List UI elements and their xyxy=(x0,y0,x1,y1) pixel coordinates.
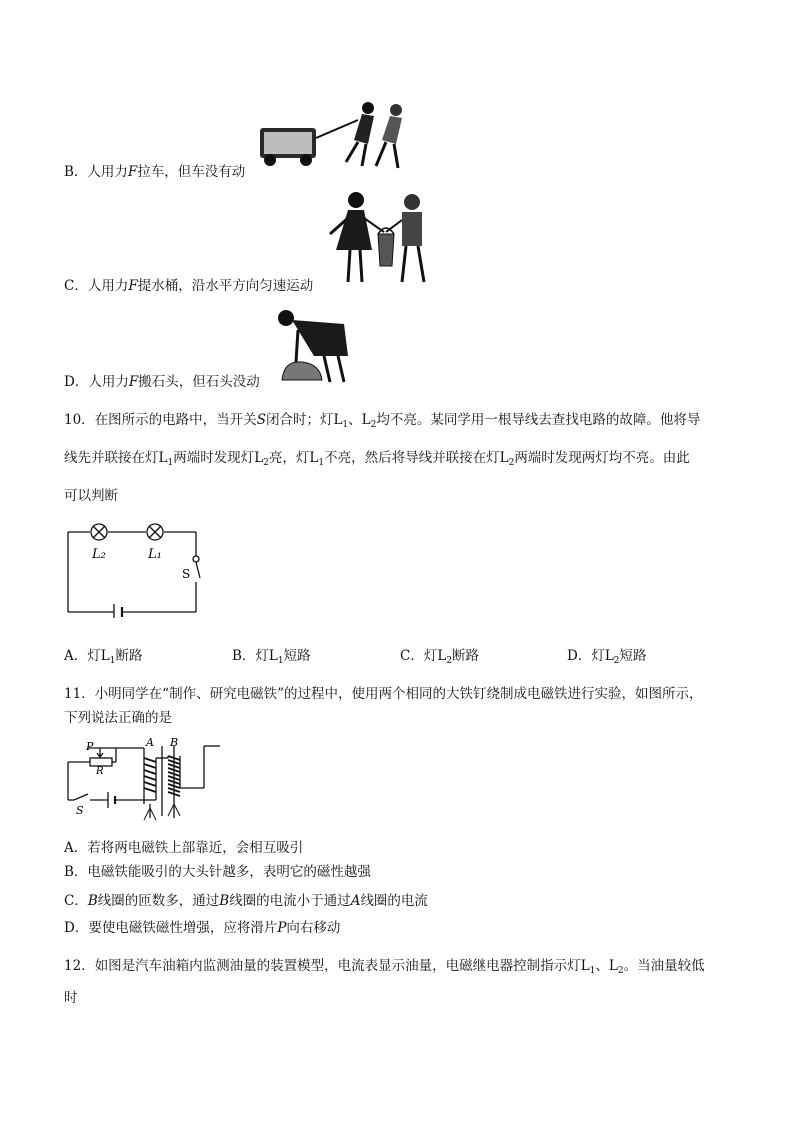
q10-line-2: 线先并联接在灯$L_1$两端时发现灯$L_2$亮，灯$L_1$不亮，然后将导线并联接在灯$L_2$两端时发现两灯均不亮。由此 xyxy=(64,450,690,468)
q11-line-1: 11．小明同学在“制作、研究电磁铁”的过程中，使用两个相同的大铁钉绕制成电磁铁进行实验，如图所示， xyxy=(64,686,703,702)
label-s: S xyxy=(76,804,84,817)
q11-electromagnet-diagram xyxy=(60,738,220,824)
label-l2: L₂ xyxy=(92,547,106,562)
label-switch: S xyxy=(182,567,191,581)
q9-option-c: C．人用力F提水桶，沿水平方向匀速运动 xyxy=(64,278,314,294)
q10-line-1: 10．在图所示的电路中，当开关S闭合时；灯$L_1$、$L_2$均不亮。某同学用一根导线去查找电路的故障。他将导 xyxy=(64,412,701,430)
q12-line-2: 时 xyxy=(64,990,78,1006)
lifting-stone-illustration xyxy=(274,300,354,385)
q10-option-b: B．灯$L_1$短路 xyxy=(232,648,311,666)
q10-option-c: C．灯$L_2$断路 xyxy=(400,648,480,666)
label-l1: L₁ xyxy=(148,547,162,562)
q11-option-d: D．要使电磁铁磁性增强，应将滑片P向右移动 xyxy=(64,920,341,936)
q11-option-c: C．B线圈的匝数多，通过B线圈的电流小于通过A线圈的电流 xyxy=(64,893,428,909)
label-p: P xyxy=(86,740,94,753)
label-a: A xyxy=(146,738,154,749)
q9-option-b: B．人用力F拉车，但车没有动 xyxy=(64,164,246,180)
q10-option-d: D．灯$L_2$短路 xyxy=(567,648,647,666)
q12-line-1: 12．如图是汽车油箱内监测油量的装置模型，电流表显示油量，电磁继电器控制指示灯$L_1$、$L_2$。当油量较低 xyxy=(64,958,705,976)
q11-line-2: 下列说法正确的是 xyxy=(64,710,172,726)
q9-option-d: D．人用力F搬石头，但石头没动 xyxy=(64,374,260,390)
label-b: B xyxy=(170,738,179,749)
q10-option-a: A．灯$L_1$断路 xyxy=(64,648,143,666)
q11-option-b: B．电磁铁能吸引的大头针越多，表明它的磁性越强 xyxy=(64,864,371,880)
q10-circuit-diagram xyxy=(60,518,210,618)
label-r: R xyxy=(96,766,104,777)
carrying-bucket-illustration xyxy=(326,188,438,288)
q11-option-a: A．若将两电磁铁上部靠近，会相互吸引 xyxy=(64,840,304,856)
q10-line-3: 可以判断 xyxy=(64,488,118,504)
pulling-cart-illustration xyxy=(258,100,408,175)
